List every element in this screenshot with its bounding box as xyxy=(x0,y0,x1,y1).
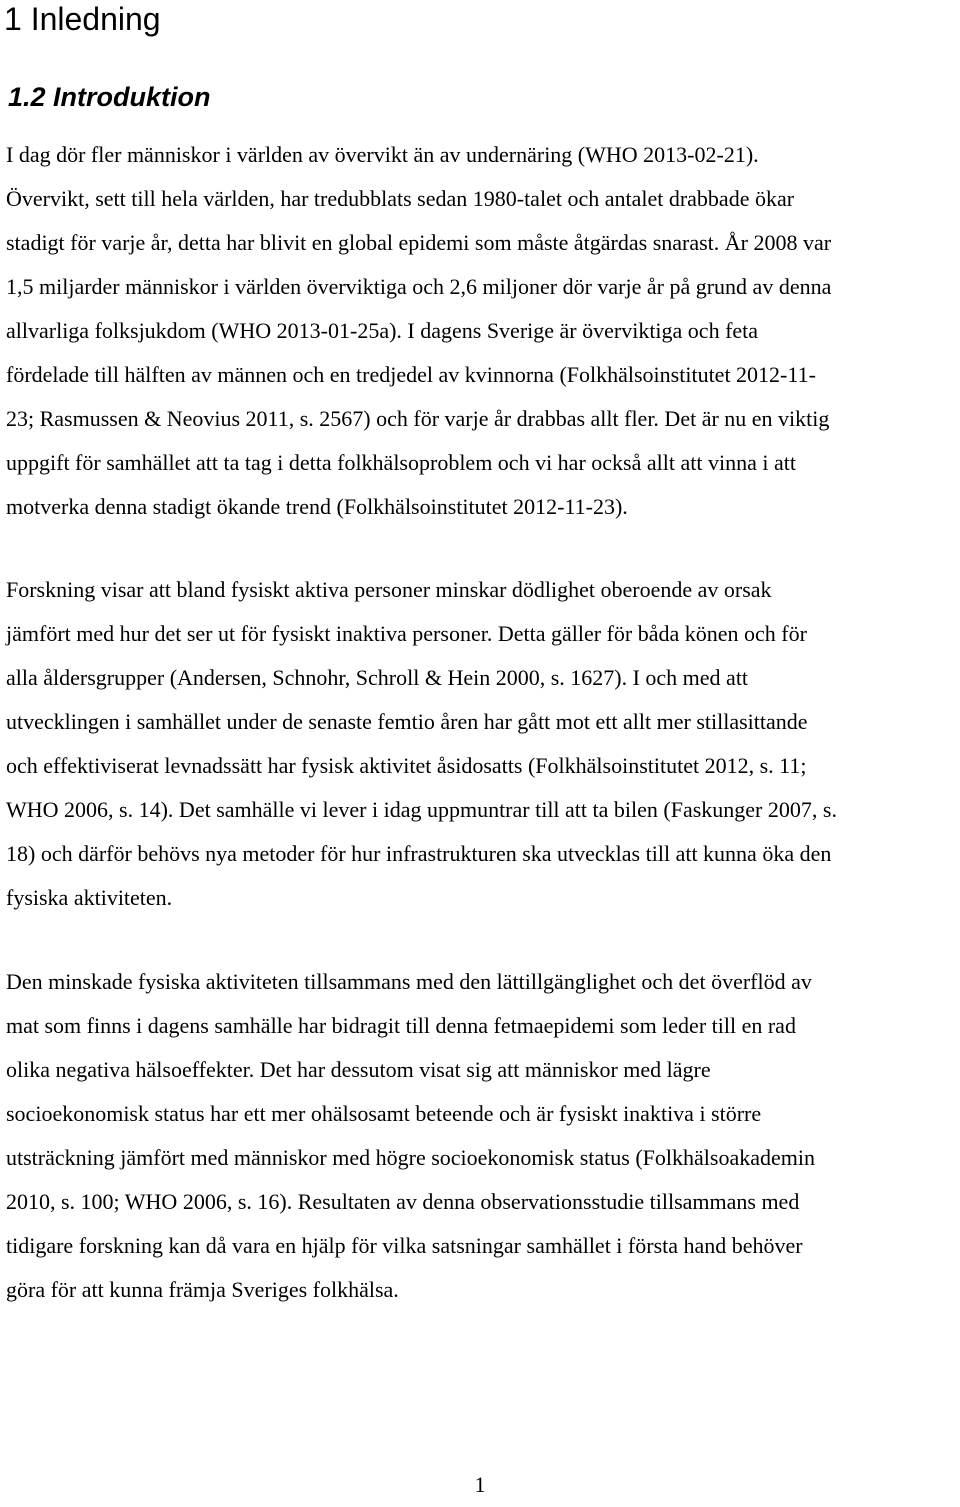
text-line: I dag dör fler människor i världen av övervikt än av undernäring (WHO 2013-02-21). xyxy=(6,142,759,167)
text-line: olika negativa hälsoeffekter. Det har dessutom visat sig att människor med lägre xyxy=(6,1057,711,1082)
text-line: uppgift för samhället att ta tag i detta folkhälsoproblem och vi har också allt att vinna i att xyxy=(6,450,796,475)
text-line: göra för att kunna främja Sveriges folkhälsa. xyxy=(6,1277,399,1302)
paragraph-3 xyxy=(6,960,956,1312)
text-line: jämfört med hur det ser ut för fysiskt inaktiva personer. Detta gäller för båda könen och för xyxy=(6,621,807,646)
paragraph-2 xyxy=(6,568,956,920)
text-line: stadigt för varje år, detta har blivit en global epidemi som måste åtgärdas snarast. År 2008 var xyxy=(6,230,832,255)
text-line: motverka denna stadigt ökande trend (Folkhälsoinstitutet 2012-11-23). xyxy=(6,494,628,519)
text-line: 1,5 miljarder människor i världen överviktiga och 2,6 miljoner dör varje år på grund av denna xyxy=(6,274,832,299)
text-line: utvecklingen i samhället under de senaste femtio åren har gått mot ett allt mer stillasittande xyxy=(6,709,808,734)
paragraph-1 xyxy=(6,133,956,529)
text-line: och effektiviserat levnadssätt har fysisk aktivitet åsidosatts (Folkhälsoinstitutet 2012, s. 11; xyxy=(6,753,807,778)
text-line: fördelade till hälften av männen och en tredjedel av kvinnorna (Folkhälsoinstitutet 2012-11- xyxy=(6,362,816,387)
chapter-heading: 1 Inledning xyxy=(4,1,161,37)
text-line: 23; Rasmussen & Neovius 2011, s. 2567) och för varje år drabbas allt fler. Det är nu en viktig xyxy=(6,406,830,431)
text-line: alla åldersgrupper (Andersen, Schnohr, Schroll & Hein 2000, s. 1627). I och med att xyxy=(6,665,749,690)
section-heading: 1.2 Introduktion xyxy=(8,82,211,112)
text-line: Forskning visar att bland fysiskt aktiva personer minskar dödlighet oberoende av orsak xyxy=(6,577,772,602)
text-line: mat som finns i dagens samhälle har bidragit till denna fetmaepidemi som leder till en rad xyxy=(6,1013,796,1038)
text-line: tidigare forskning kan då vara en hjälp för vilka satsningar samhället i första hand behöver xyxy=(6,1233,803,1258)
text-line: allvarliga folksjukdom (WHO 2013-01-25a). I dagens Sverige är överviktiga och feta xyxy=(6,318,759,343)
text-line: Den minskade fysiska aktiviteten tillsammans med den lättillgänglighet och det överflöd av xyxy=(6,969,812,994)
text-line: 2010, s. 100; WHO 2006, s. 16). Resultaten av denna observationsstudie tillsammans med xyxy=(6,1189,800,1214)
text-line: WHO 2006, s. 14). Det samhälle vi lever i idag uppmuntrar till att ta bilen (Faskunger 2007, s. xyxy=(6,797,837,822)
text-line: utsträckning jämfört med människor med högre socioekonomisk status (Folkhälsoakademin xyxy=(6,1145,815,1170)
text-line: 18) och därför behövs nya metoder för hur infrastrukturen ska utvecklas till att kunna öka den xyxy=(6,841,832,866)
text-line: socioekonomisk status har ett mer ohälsosamt beteende och är fysiskt inaktiva i större xyxy=(6,1101,762,1126)
text-line: Övervikt, sett till hela världen, har tredubblats sedan 1980-talet och antalet drabbade ökar xyxy=(6,186,795,211)
page-number: 1 xyxy=(474,1472,486,1497)
text-line: fysiska aktiviteten. xyxy=(6,885,173,910)
